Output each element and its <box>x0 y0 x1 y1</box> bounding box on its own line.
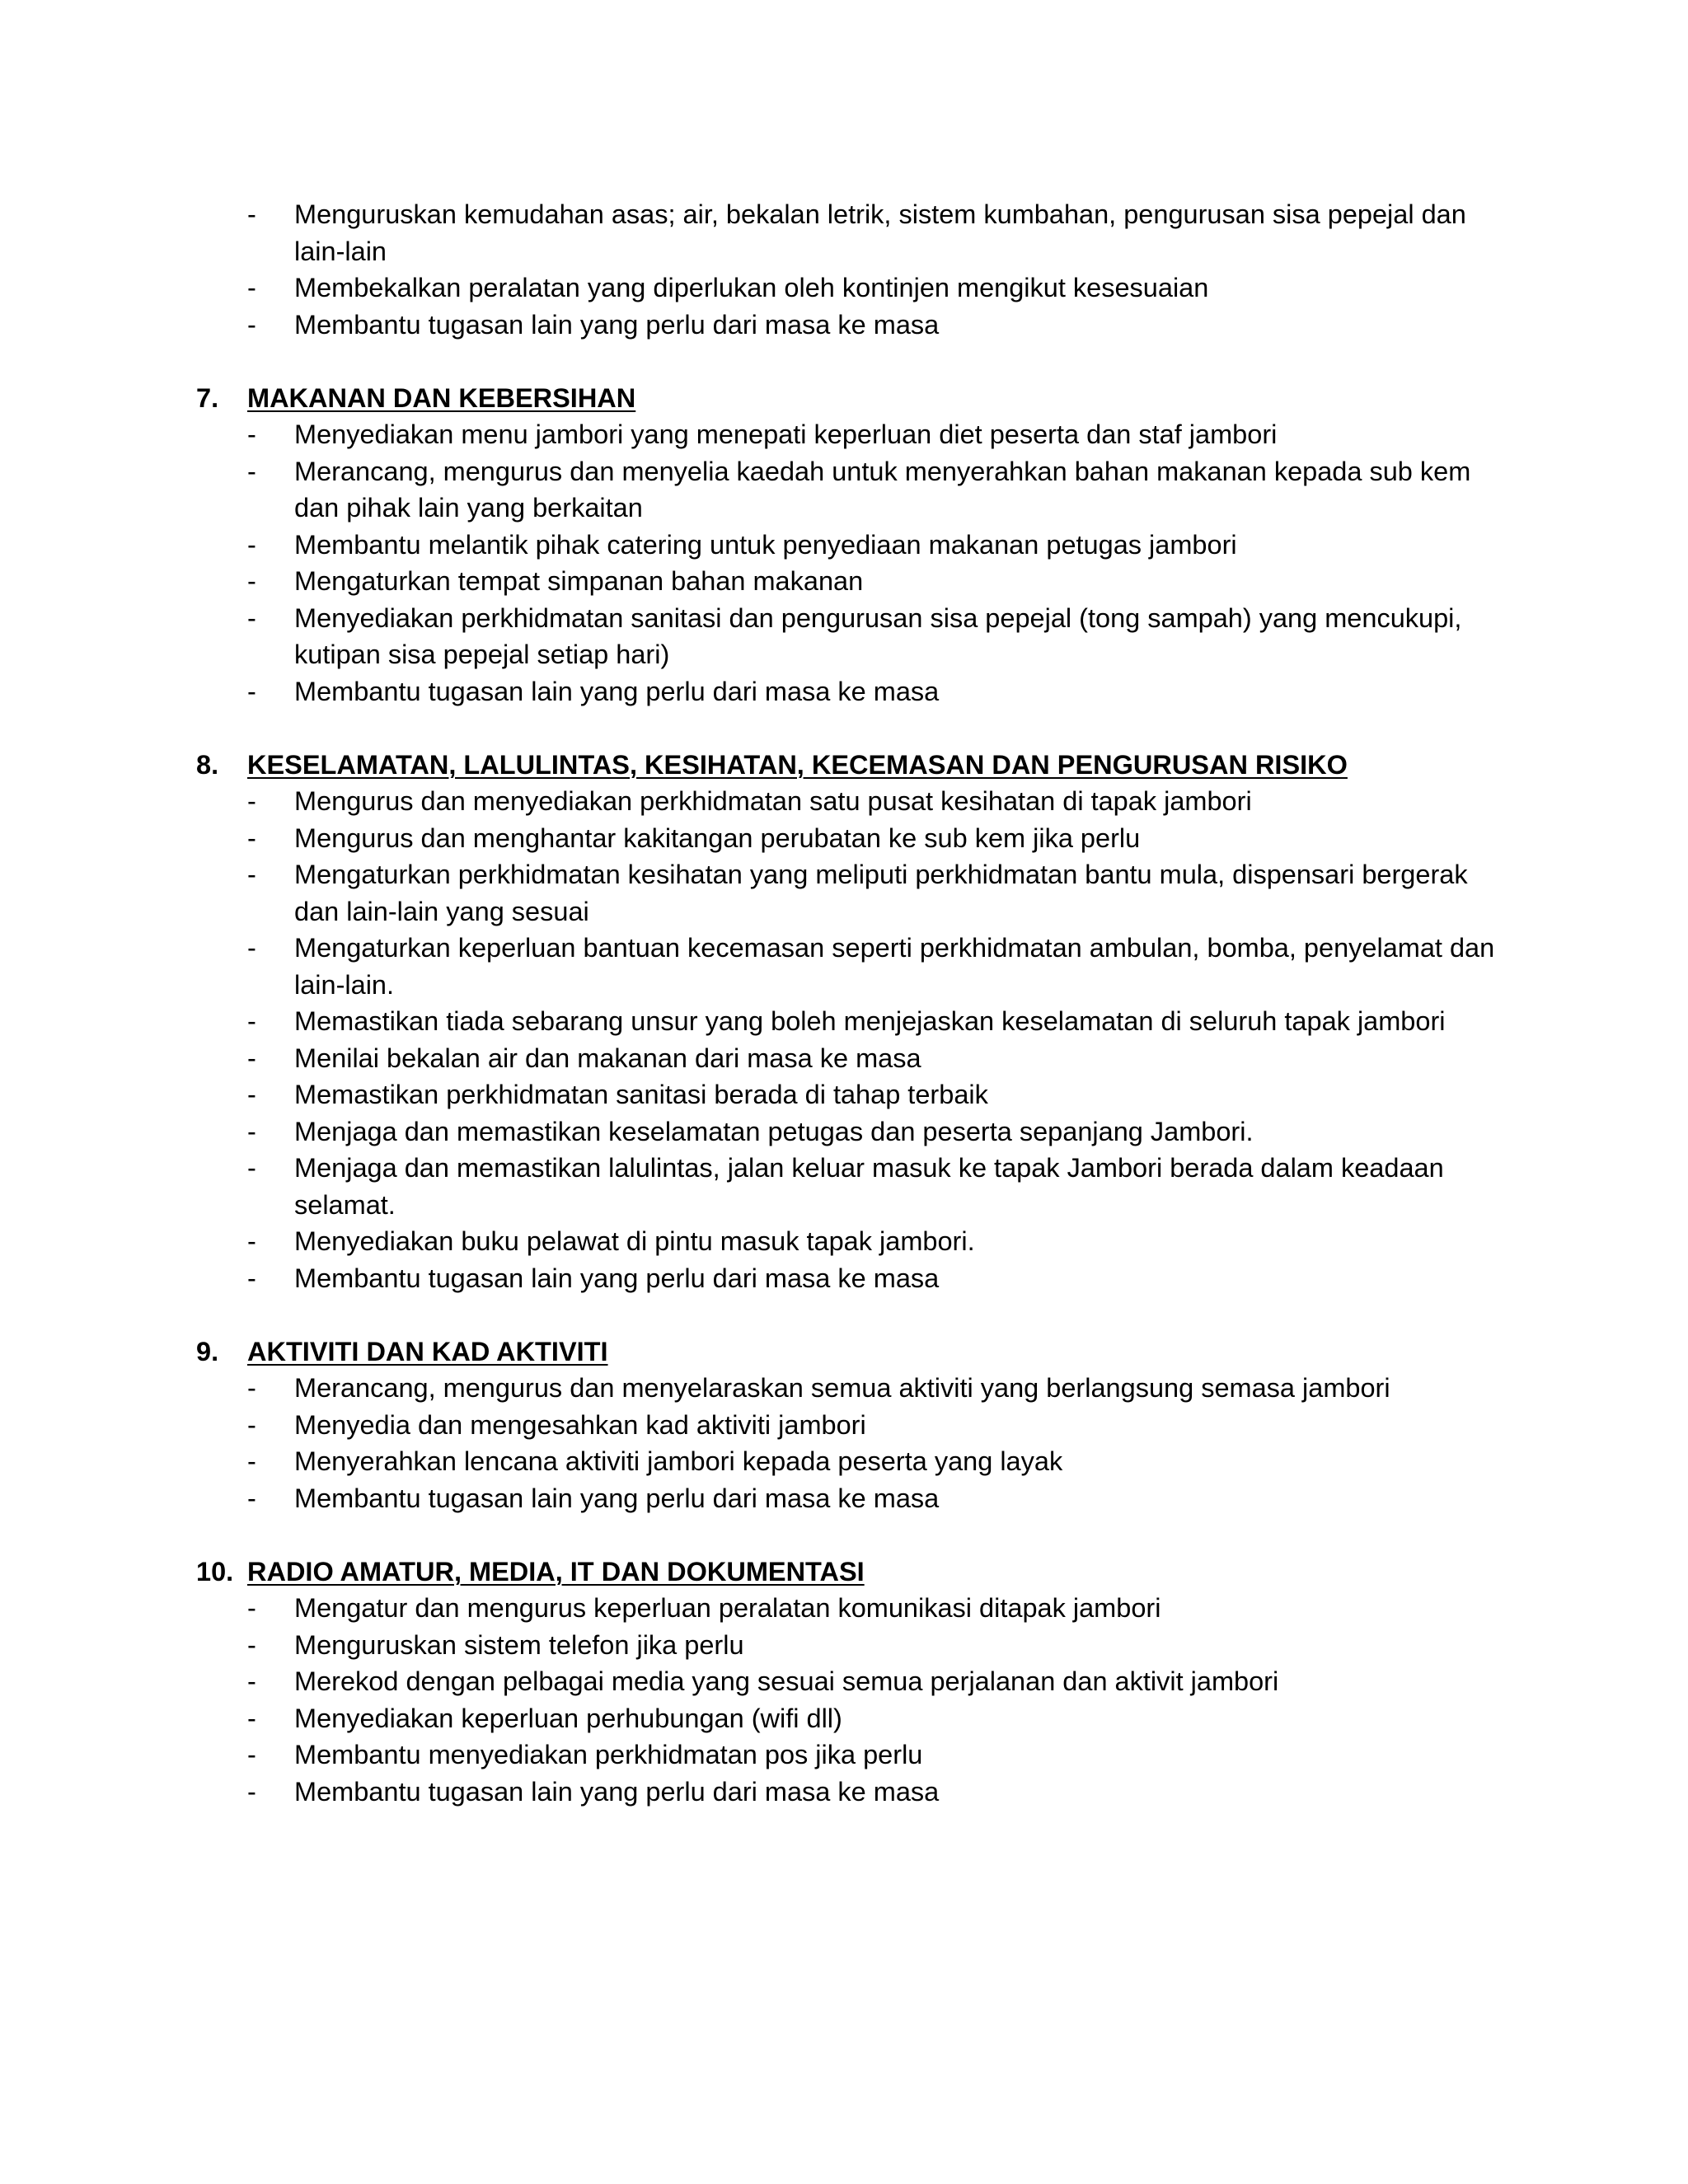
section <box>196 747 1498 1297</box>
list-item-text: Mengaturkan perkhidmatan kesihatan yang meliputi perkhidmatan bantu mula, dispensari bergerak dan lain-lain yang sesuai <box>294 860 1468 926</box>
list-item-text: Mengatur dan mengurus keperluan peralatan komunikasi ditapak jambori <box>294 1593 1161 1623</box>
dash-bullet: - <box>247 1666 256 1696</box>
list-item-text: Mengaturkan tempat simpanan bahan makanan <box>294 566 864 596</box>
dash-bullet: - <box>247 309 256 340</box>
list-item <box>196 1407 1498 1444</box>
section-number: 10. <box>196 1556 234 1586</box>
list-item <box>196 416 1498 453</box>
list-item <box>196 1627 1498 1664</box>
list-item <box>196 1150 1498 1223</box>
section-title: KESELAMATAN, LALULINTAS, KESIHATAN, KECEMASAN DAN PENGURUSAN RISIKO <box>247 749 1348 780</box>
list-item-text: Menguruskan sistem telefon jika perlu <box>294 1629 744 1660</box>
dash-bullet: - <box>247 1226 256 1256</box>
dash-bullet: - <box>247 1593 256 1623</box>
list-item-text: Merancang, mengurus dan menyelaraskan semua aktiviti yang berlangsung semasa jambori <box>294 1373 1390 1403</box>
list-item <box>196 1223 1498 1260</box>
section <box>196 1554 1498 1811</box>
section-list <box>196 1590 1498 1810</box>
list-item <box>196 820 1498 857</box>
list-item <box>196 307 1498 344</box>
dash-bullet: - <box>247 860 256 889</box>
section-list <box>196 1370 1498 1516</box>
list-item-text: Menyedia dan mengesahkan kad aktiviti jambori <box>294 1409 866 1440</box>
dash-bullet: - <box>247 1446 256 1476</box>
list-item-text: Menyediakan perkhidmatan sanitasi dan pengurusan sisa pepejal (tong sampah) yang mencukupi, kutipan sisa pepejal setiap hari) <box>294 602 1462 669</box>
list-item-text: Membantu tugasan lain yang perlu dari masa ke masa <box>294 1483 940 1513</box>
list-item-text: Membantu tugasan lain yang perlu dari masa ke masa <box>294 1776 940 1807</box>
dash-bullet: - <box>247 933 256 963</box>
list-item <box>196 930 1498 1003</box>
list-item-text: Mengaturkan keperluan bantuan kecemasan seperti perkhidmatan ambulan, bomba, penyelamat dan lain-lain. <box>294 933 1495 1000</box>
list-item <box>196 1443 1498 1480</box>
list-item <box>196 600 1498 673</box>
list-item <box>196 1113 1498 1151</box>
list-item <box>196 783 1498 820</box>
dash-bullet: - <box>247 823 256 853</box>
list-item-text: Membantu tugasan lain yang perlu dari masa ke masa <box>294 309 940 340</box>
list-item-text: Memastikan tiada sebarang unsur yang boleh menjejaskan keselamatan di seluruh tapak jambori <box>294 1006 1446 1036</box>
dash-bullet: - <box>247 1483 256 1513</box>
list-item-text: Menyediakan keperluan perhubungan (wifi dll) <box>294 1703 842 1733</box>
dash-bullet: - <box>247 1116 256 1146</box>
section-title: MAKANAN DAN KEBERSIHAN <box>247 382 636 413</box>
list-item-text: Membantu menyediakan perkhidmatan pos jika perlu <box>294 1740 923 1769</box>
list-item <box>196 1040 1498 1077</box>
dash-bullet: - <box>247 273 256 302</box>
list-item-text: Membantu melantik pihak catering untuk penyediaan makanan petugas jambori <box>294 529 1237 560</box>
dash-bullet: - <box>247 419 256 449</box>
list-item <box>196 1260 1498 1297</box>
list-item <box>196 1774 1498 1811</box>
list-item <box>196 269 1498 307</box>
list-item <box>196 1736 1498 1774</box>
dash-bullet: - <box>247 1080 256 1109</box>
dash-bullet: - <box>247 1629 256 1660</box>
dash-bullet: - <box>247 1740 256 1769</box>
sections-container <box>196 380 1498 1811</box>
list-item <box>196 1480 1498 1517</box>
intro-list <box>196 196 1498 343</box>
list-item-text: Merancang, mengurus dan menyelia kaedah untuk menyerahkan bahan makanan kepada sub kem dan pihak lain yang berkaitan <box>294 456 1471 523</box>
dash-bullet: - <box>247 1006 256 1036</box>
list-item <box>196 563 1498 600</box>
list-item-text: Menyerahkan lencana aktiviti jambori kepada peserta yang layak <box>294 1446 1063 1476</box>
list-item <box>196 1370 1498 1407</box>
list-item-text: Membantu tugasan lain yang perlu dari masa ke masa <box>294 1263 940 1293</box>
list-item-text: Mengurus dan menghantar kakitangan perubatan ke sub kem jika perlu <box>294 823 1141 853</box>
dash-bullet: - <box>247 1153 256 1183</box>
list-item <box>196 1700 1498 1737</box>
dash-bullet: - <box>247 602 256 633</box>
section-heading <box>196 380 1498 417</box>
list-item-text: Menyediakan menu jambori yang menepati keperluan diet peserta dan staf jambori <box>294 419 1278 449</box>
section-number: 7. <box>196 382 219 413</box>
list-item-text: Menjaga dan memastikan lalulintas, jalan keluar masuk ke tapak Jambori berada dalam keadaan selamat. <box>294 1153 1444 1220</box>
list-item-text: Membekalkan peralatan yang diperlukan oleh kontinjen mengikut kesesuaian <box>294 273 1209 302</box>
list-item <box>196 856 1498 930</box>
dash-bullet: - <box>247 1043 256 1073</box>
section-heading <box>196 1333 1498 1371</box>
dash-bullet: - <box>247 529 256 560</box>
section-list <box>196 783 1498 1296</box>
section-number: 8. <box>196 749 219 780</box>
dash-bullet: - <box>247 676 256 706</box>
dash-bullet: - <box>247 1373 256 1403</box>
list-item <box>196 196 1498 269</box>
dash-bullet: - <box>247 1263 256 1293</box>
section-heading <box>196 1554 1498 1591</box>
list-item <box>196 1663 1498 1700</box>
list-item-text: Menjaga dan memastikan keselamatan petugas dan peserta sepanjang Jambori. <box>294 1116 1254 1146</box>
section-list <box>196 416 1498 710</box>
dash-bullet: - <box>247 1409 256 1440</box>
list-item <box>196 1076 1498 1113</box>
list-item-text: Membantu tugasan lain yang perlu dari masa ke masa <box>294 676 940 706</box>
list-item <box>196 1590 1498 1627</box>
list-item <box>196 453 1498 527</box>
list-item-text: Menilai bekalan air dan makanan dari masa ke masa <box>294 1043 921 1073</box>
dash-bullet: - <box>247 456 256 486</box>
section-number: 9. <box>196 1336 219 1366</box>
list-item <box>196 1003 1498 1040</box>
dash-bullet: - <box>247 1703 256 1733</box>
list-item-text: Mengurus dan menyediakan perkhidmatan satu pusat kesihatan di tapak jambori <box>294 786 1252 816</box>
dash-bullet: - <box>247 566 256 596</box>
list-item-text: Menguruskan kemudahan asas; air, bekalan letrik, sistem kumbahan, pengurusan sisa pepejal dan lain-lain <box>294 199 1466 266</box>
section-heading <box>196 747 1498 784</box>
list-item-text: Menyediakan buku pelawat di pintu masuk tapak jambori. <box>294 1226 975 1256</box>
list-item-text: Memastikan perkhidmatan sanitasi berada di tahap terbaik <box>294 1080 988 1109</box>
section <box>196 1333 1498 1517</box>
list-item <box>196 673 1498 710</box>
list-item-text: Merekod dengan pelbagai media yang sesuai semua perjalanan dan aktivit jambori <box>294 1666 1279 1696</box>
document-content <box>196 196 1498 1810</box>
dash-bullet: - <box>247 786 256 816</box>
section-title: RADIO AMATUR, MEDIA, IT DAN DOKUMENTASI <box>247 1556 865 1586</box>
section <box>196 380 1498 710</box>
dash-bullet: - <box>247 199 256 229</box>
list-item <box>196 527 1498 564</box>
dash-bullet: - <box>247 1776 256 1807</box>
section-title: AKTIVITI DAN KAD AKTIVITI <box>247 1336 608 1366</box>
